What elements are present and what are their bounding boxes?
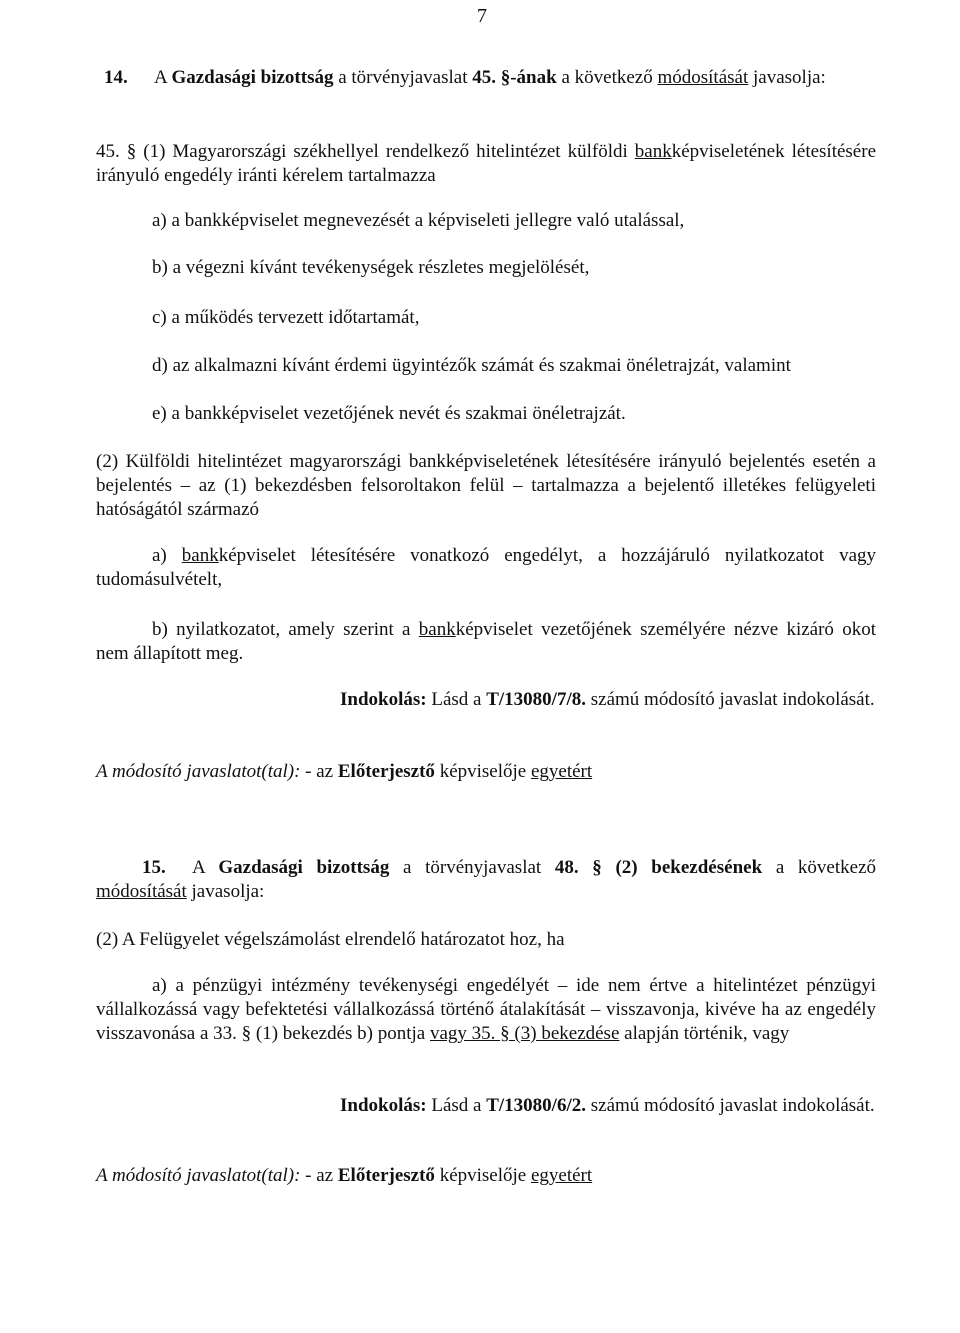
item-14-status: egyetért	[530, 761, 593, 782]
section-45-para-2-item-b: b) nyilatkozatot, amely szerint a bankképviselet vezetőjének személyére nézve kizáró okot nem állapított meg.	[96, 619, 876, 664]
section-48-para-2: (2) A Felügyelet végelszámolást elrendelő határozatot hoz, ha	[96, 929, 565, 950]
section-45-item-d: d) az alkalmazni kívánt érdemi ügyintézők számát és szakmai önéletrajzát, valamint	[152, 355, 791, 376]
section-48-item-a: a) a pénzügyi intézmény tevékenységi engedélyét – ide nem értve a hitelintézet pénzügyi vállalkozássá vagy befektetési vállalkozássá történő átalakítását – visszavonja, kivéve ha az engedély visszavonása a 33. § (1) bekezdés b) pontja vagy 35. § (3) bekezdése alapján történik, vagy	[96, 975, 876, 1044]
section-45-item-e: e) a bankképviselet vezetőjének nevét és szakmai önéletrajzát.	[152, 403, 626, 424]
section-45-para-1: 45. § (1) Magyarországi székhellyel rendelkező hitelintézet külföldi bankképviseletének létesítésére irányuló engedély iránti kérelem tartalmazza	[96, 141, 876, 186]
item-15-committee: Gazdasági bizottság	[218, 857, 390, 878]
section-45-item-b: b) a végezni kívánt tevékenységek részletes megjelölését,	[152, 257, 590, 278]
page-number: 7	[477, 5, 487, 27]
item-15-position: A módosító javaslatot(tal): - az Előterjesztő képviselője egyetért	[96, 1165, 593, 1186]
section-45-para-2-item-a: a) bankképviselet létesítésére vonatkozó engedélyt, a hozzájáruló nyilatkozatot vagy tudomásulvételt,	[96, 545, 877, 590]
item-14-position: A módosító javaslatot(tal): - az Előterjesztő képviselője egyetért	[96, 761, 593, 782]
item-14-number: 14.	[104, 67, 128, 88]
item-14-heading: 14. A Gazdasági bizottság a törvényjavaslat 45. §-ának a következő módosítását javasolja:	[104, 67, 826, 88]
item-15-status: egyetért	[530, 1165, 593, 1186]
section-45-item-a: a) a bankképviselet megnevezését a képviseleti jellegre való utalással,	[152, 210, 685, 231]
item-15-reference: T/13080/6/2.	[486, 1095, 586, 1116]
item-14-reference: T/13080/7/8.	[486, 689, 586, 710]
item-15-justification: Indokolás: Lásd a T/13080/6/2. számú módosító javaslat indokolását.	[340, 1095, 875, 1116]
section-45-item-c: c) a működés tervezett időtartamát,	[152, 307, 420, 328]
section-45-para-2: (2) Külföldi hitelintézet magyarországi bankképviseletének létesítésére irányuló bejelentés esetén a bejelentés – az (1) bekezdésben felsoroltakon felül – tartalmazza a bejelentő illetékes felügyeleti hatóságától származó	[96, 451, 876, 520]
item-14-justification: Indokolás: Lásd a T/13080/7/8. számú módosító javaslat indokolását.	[340, 689, 875, 710]
item-15-heading: 15. A Gazdasági bizottság a törvényjavaslat 48. § (2) bekezdésének a következő módosítását javasolja:	[96, 857, 877, 902]
item-14-committee: Gazdasági bizottság	[171, 67, 334, 88]
item-15-section: 48. § (2) bekezdésének	[554, 857, 763, 878]
item-14-section: 45. §-ának	[472, 67, 557, 88]
item-15-number: 15.	[142, 857, 166, 878]
